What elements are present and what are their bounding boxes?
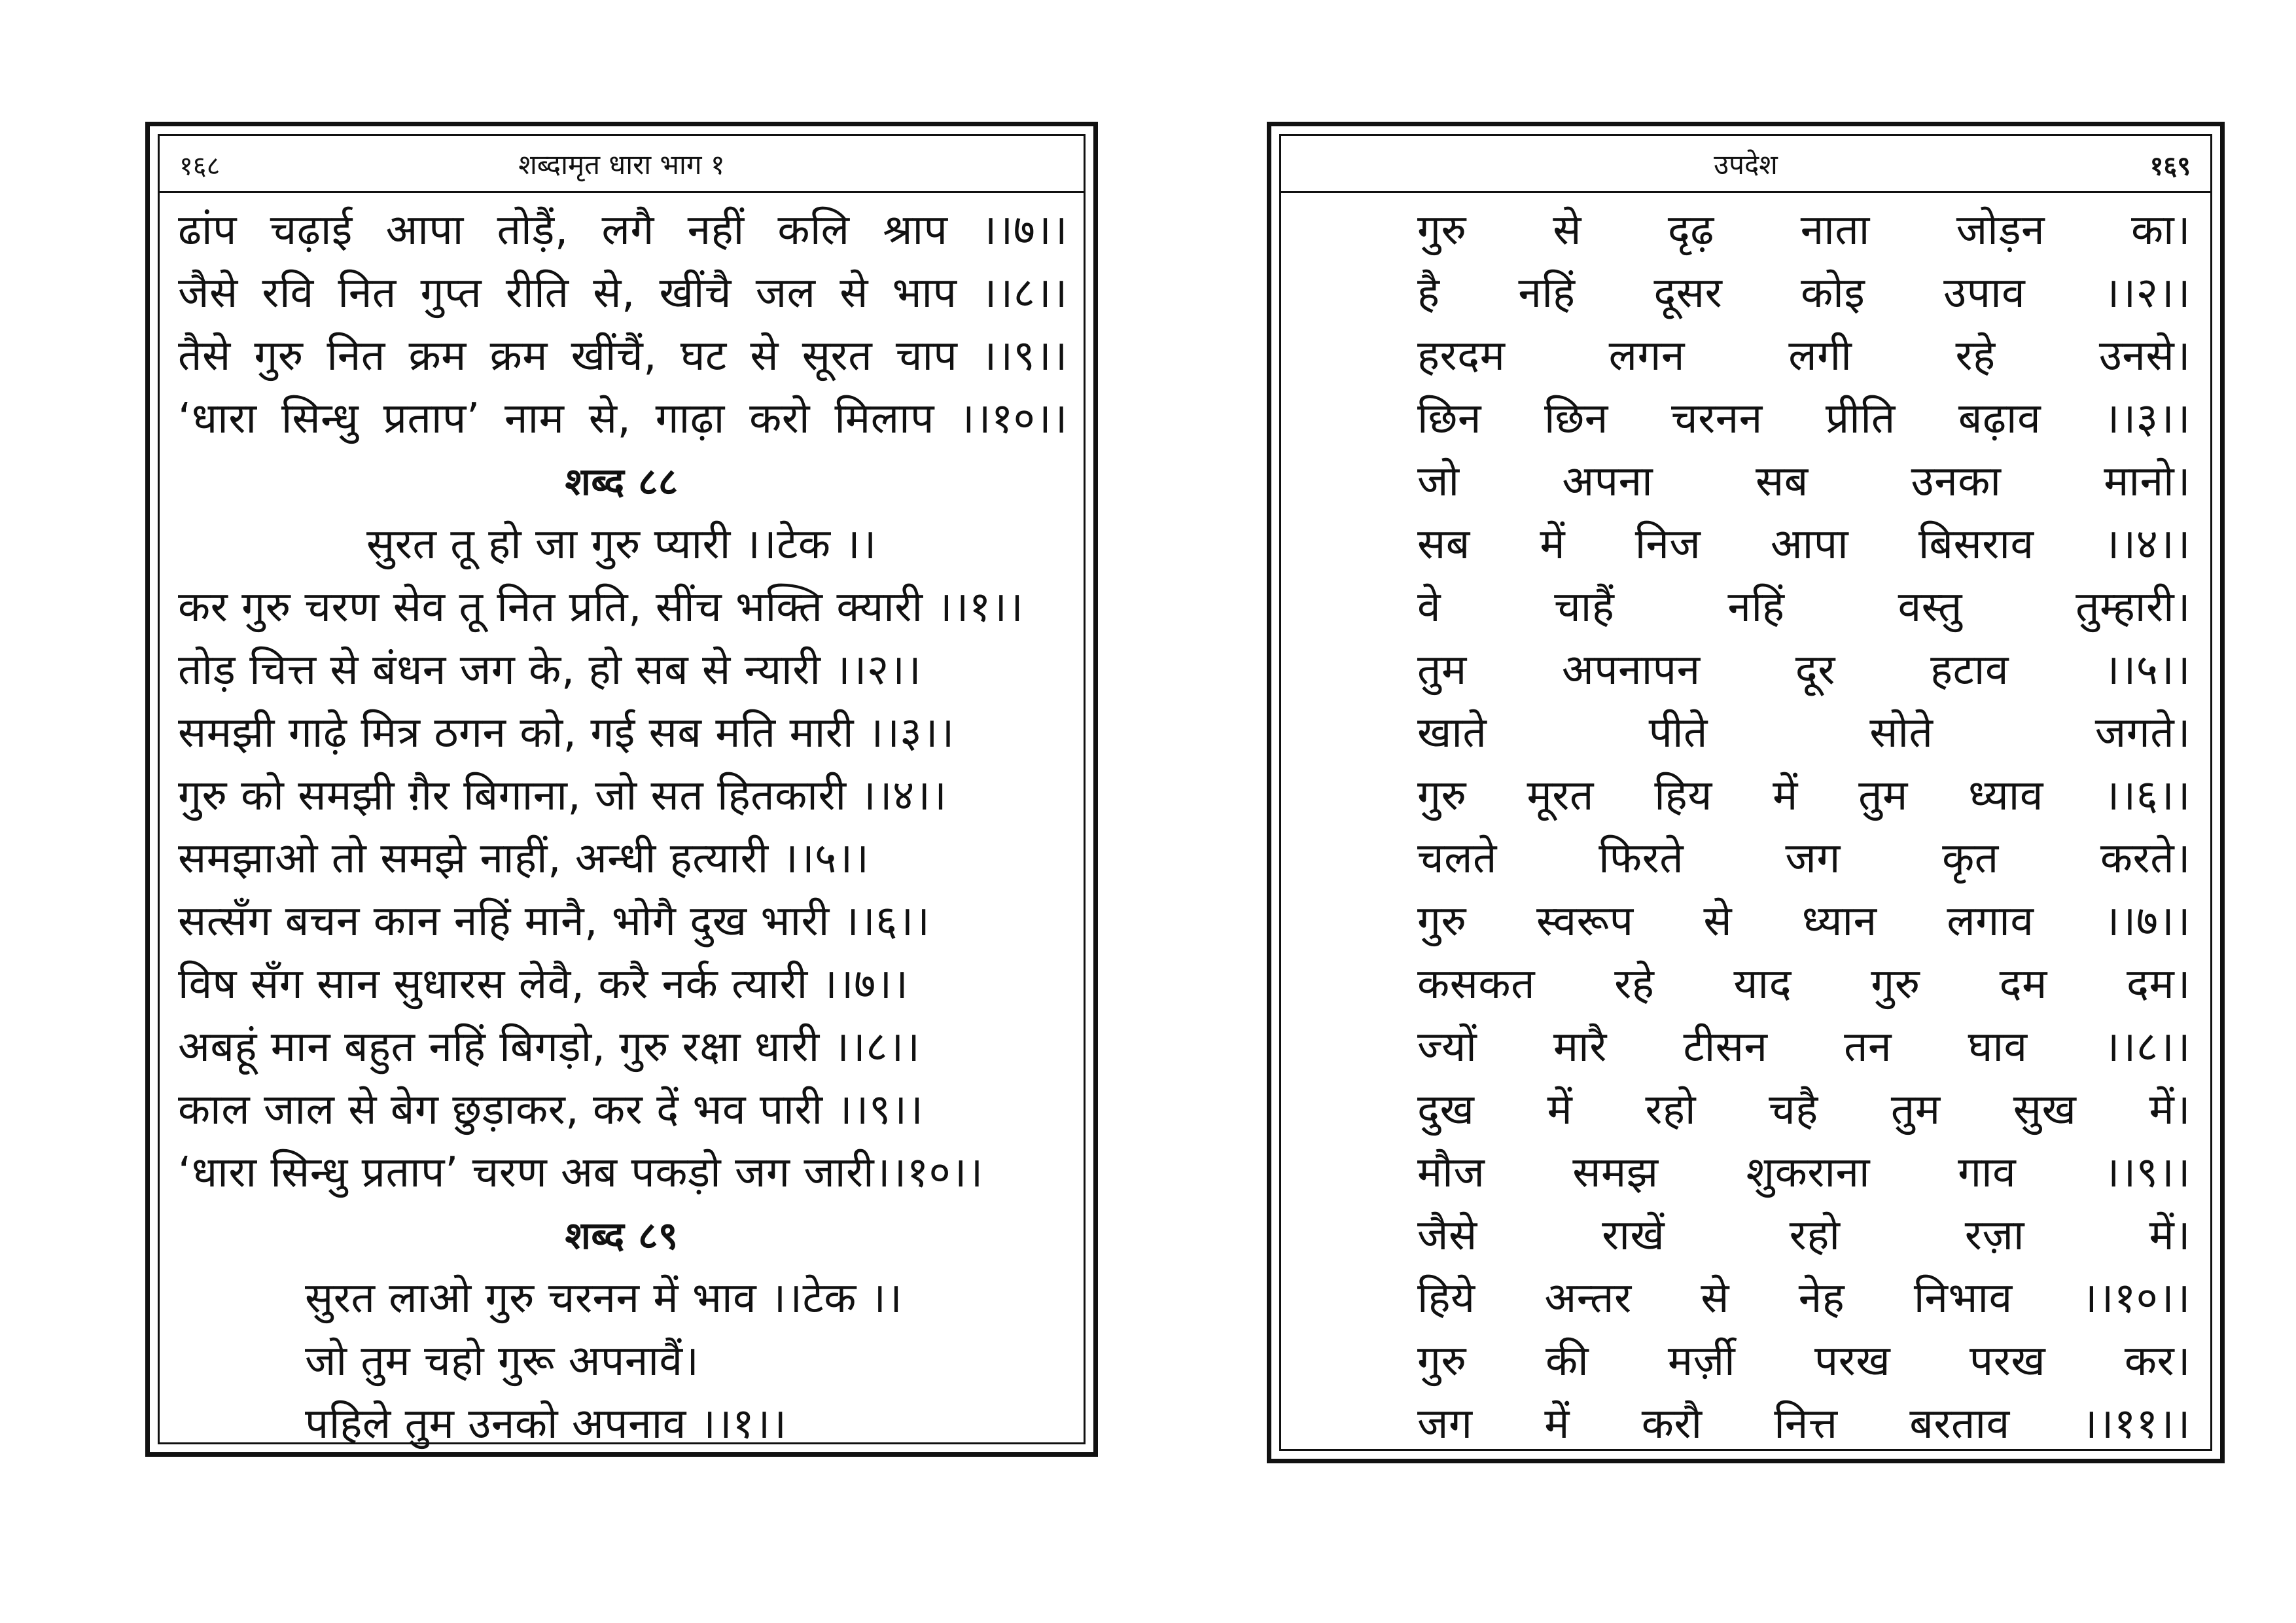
verse-line: गुरु मूरत हिय में तुम ध्याव ।।६।। [1417,772,2191,820]
right-page-frame [1279,134,2212,1451]
verse-line: है नहिं दूसर कोइ उपाव ।।२।। [1417,269,2191,317]
verse-line: पहिले तुम उनको अपनाव ।।१।। [305,1400,787,1448]
verse-line: ज्यों मारै टीसन तन घाव ।।८।। [1417,1023,2191,1071]
left-page-frame [158,134,1086,1448]
verse-line: सब में निज आपा बिसराव ।।४।। [1417,520,2191,569]
verse-line: कसकत रहे याद गुरु दम दम। [1417,960,2191,1008]
verse-line: गुरु की मर्ज़ी परख परख कर। [1417,1337,2191,1385]
verse-line: समझी गाढ़े मित्र ठगन को, गई सब मति मारी ।।३।। [178,709,955,757]
verse-line: जैसे राखें रहो रज़ा में। [1417,1211,2191,1260]
verse-line: गुरु से दृढ़ नाता जोड़न का। [1417,206,2191,255]
verse-line: दुख में रहो चहै तुम सुख में। [1417,1086,2191,1134]
verse-line: हिये अन्तर से नेह निभाव ।।१०।। [1417,1274,2191,1323]
verse-line: जो अपना सब उनका मानो। [1417,457,2191,506]
verse-line: मौज समझ शुकराना गाव ।।९।। [1417,1149,2191,1197]
verse-line: जैसे रवि नित गुप्त रीति से, खींचै जल से भाप ।।८।। [178,269,1068,317]
refrain-line: सुरत तू हो जा गुरु प्यारी ।।टेक ।। [366,520,877,569]
running-title: उपदेश [1714,149,1778,181]
verse-line: सत्सँग बचन कान नहिं मानै, भोगै दुख भारी ।।६।। [178,897,930,946]
verse-line: समझाओ तो समझे नाहीं, अन्धी हत्यारी ।।५।। [178,834,870,883]
verse-line: गुरु स्वरूप से ध्यान लगाव ।।७।। [1417,897,2191,946]
left-page-text [160,199,1084,1455]
left-page-header [160,136,1084,193]
left-page [145,122,1098,1457]
verse-line: जो तुम चहो गुरू अपनावैं। [305,1337,699,1385]
verse-line: खाते पीते सोते जगते। [1417,709,2191,757]
section-heading: शब्द ८८ [565,459,679,504]
verse-line: कर गुरु चरण सेव तू नित प्रति, सींच भक्ति क्यारी ।।१।। [178,583,1024,632]
right-page-text [1281,199,2210,1455]
verse-line: तैसे गुरु नित क्रम क्रम खींचैं, घट से सूरत चाप ।।९।। [178,332,1068,380]
verse-line: हरदम लगन लगी रहे उनसे। [1417,332,2191,380]
page-number: १६८ [179,151,221,181]
verse-line: गुरु को समझी ग़ैर बिगाना, जो सत हितकारी ।।४।। [178,772,947,820]
verse-line: वे चाहैं नहिं वस्तु तुम्हारी। [1417,583,2191,632]
verse-line: तुम अपनापन दूर हटाव ।।५।। [1417,646,2191,694]
verse-line: जग में करौ नित्त बरताव ।।११।। [1417,1400,2191,1448]
verse-line: काल जाल से बेग छुड़ाकर, कर दें भव पारी ।।९।। [178,1086,924,1134]
verse-line: अबहूं मान बहुत नहिं बिगड़ो, गुरु रक्षा धारी ।।८।। [178,1023,921,1071]
verse-line: विष सँग सान सुधारस लेवै, करै नर्क त्यारी ।।७।। [178,960,909,1008]
page-number: १६९ [2149,151,2191,181]
verse-line: छिन छिन चरनन प्रीति बढ़ाव ।।३।। [1417,395,2191,443]
running-title: शब्दामृत धारा भाग १ [518,149,725,181]
verse-line: ‘धारा सिन्धु प्रताप’ नाम से, गाढ़ा करो मिलाप ।।१०।। [178,395,1068,443]
section-heading: शब्द ८९ [565,1213,679,1258]
verse-line: तोड़ चित्त से बंधन जग के, हो सब से न्यारी ।।२।। [178,646,922,694]
right-page [1267,122,2225,1463]
verse-line: ढांप चढ़ाई आपा तोड़ैं, लगै नहीं कलि श्राप ।।७।। [178,206,1068,255]
verse-line: ‘धारा सिन्धु प्रताप’ चरण अब पकड़ो जग जारी।।१०।। [178,1149,983,1197]
verse-line: चलते फिरते जग कृत करते। [1417,834,2191,883]
right-page-header [1281,136,2210,193]
refrain-line: सुरत लाओ गुरु चरनन में भाव ।।टेक ।। [305,1274,903,1323]
